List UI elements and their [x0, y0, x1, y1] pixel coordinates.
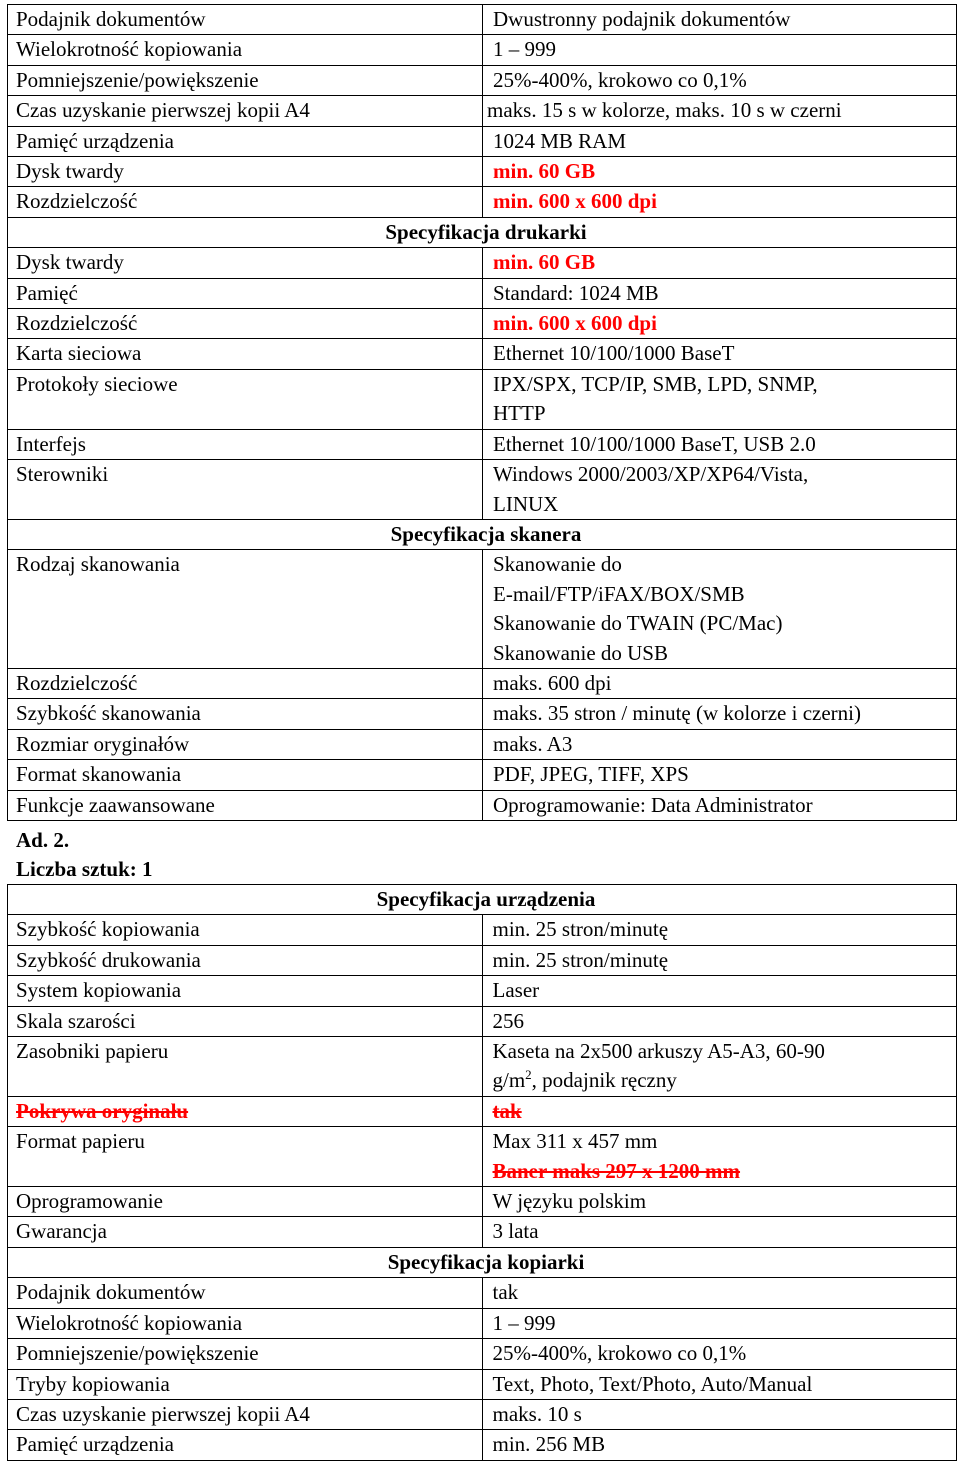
value-line	[493, 1066, 957, 1095]
value-line: Windows 2000/2003/XP/XP64/Vista,	[493, 462, 809, 487]
row-value: min. 600 x 600 dpi	[483, 187, 957, 217]
row-value: PDF, JPEG, TIFF, XPS	[483, 760, 957, 790]
row-label: Karta sieciowa	[8, 339, 483, 369]
row-value	[482, 1127, 957, 1187]
row-value: min. 600 x 600 dpi	[483, 309, 957, 339]
value-line: LINUX	[493, 491, 559, 516]
row-label: Interfejs	[8, 429, 483, 459]
row-value: 1 – 999	[482, 1308, 957, 1338]
row-label: Format skanowania	[8, 760, 483, 790]
row-value: Ethernet 10/100/1000 BaseT, USB 2.0	[483, 429, 957, 459]
table-row	[8, 790, 957, 820]
row-label: Czas uzyskanie pierwszej kopii A4	[8, 96, 483, 126]
table-row	[8, 126, 957, 156]
row-label: Pokrywa oryginału	[8, 1096, 483, 1126]
row-label: Zasobniki papieru	[8, 1037, 483, 1097]
row-label: Pamięć	[8, 278, 483, 308]
row-value: tak	[482, 1096, 957, 1126]
table-row	[8, 1399, 957, 1429]
row-label: Podajnik dokumentów	[8, 5, 483, 35]
value-line: E-mail/FTP/iFAX/BOX/SMB	[493, 581, 745, 606]
row-value: min. 60 GB	[483, 248, 957, 278]
row-value	[483, 550, 957, 669]
table-row	[8, 1278, 957, 1308]
table-row	[8, 369, 957, 429]
table-row	[8, 309, 957, 339]
row-label: Rozdzielczość	[8, 187, 483, 217]
table-row	[8, 1127, 957, 1187]
table-row	[8, 1217, 957, 1247]
table-row	[8, 429, 957, 459]
row-value: min. 60 GB	[483, 157, 957, 187]
row-label: Skala szarości	[8, 1006, 483, 1036]
table-row	[8, 945, 957, 975]
value-line: Kaseta na 2x500 arkuszy A5-A3, 60-90	[492, 1039, 825, 1064]
table-row	[8, 96, 957, 126]
table-row	[8, 668, 957, 698]
table-row	[8, 729, 957, 759]
spec-table-2	[7, 884, 957, 1461]
row-value: 25%-400%, krokowo co 0,1%	[483, 65, 957, 95]
table-row	[8, 278, 957, 308]
row-label: System kopiowania	[8, 976, 483, 1006]
printer-section-title: Specyfikacja drukarki	[8, 217, 957, 247]
table-row	[8, 1037, 957, 1097]
table-row	[8, 1369, 957, 1399]
row-value	[483, 460, 957, 520]
section-header	[8, 1247, 957, 1277]
row-label: Dysk twardy	[8, 248, 483, 278]
copier-section-title: Specyfikacja kopiarki	[8, 1247, 957, 1277]
row-label: Czas uzyskanie pierwszej kopii A4	[8, 1399, 483, 1429]
row-value: min. 256 MB	[482, 1430, 957, 1460]
value-line: Skanowanie do TWAIN (PC/Mac)	[493, 611, 783, 636]
row-value: maks. 15 s w kolorze, maks. 10 s w czerni	[483, 96, 957, 126]
row-value: Ethernet 10/100/1000 BaseT	[483, 339, 957, 369]
section-header	[8, 885, 957, 915]
row-label: Rodzaj skanowania	[8, 550, 483, 669]
row-label: Pamięć urządzenia	[8, 126, 483, 156]
row-value: maks. 35 stron / minutę (w kolorze i czerni)	[483, 699, 957, 729]
table-row	[8, 157, 957, 187]
row-label: Oprogramowanie	[8, 1187, 483, 1217]
table-row	[8, 760, 957, 790]
table-row	[8, 1187, 957, 1217]
row-label: Szybkość kopiowania	[8, 915, 483, 945]
row-label: Podajnik dokumentów	[8, 1278, 483, 1308]
row-label: Sterowniki	[8, 460, 483, 520]
table-row	[8, 187, 957, 217]
table-row	[8, 460, 957, 520]
row-label: Pomniejszenie/powiększenie	[8, 1339, 483, 1369]
row-value: maks. 10 s	[482, 1399, 957, 1429]
row-label: Rozdzielczość	[8, 309, 483, 339]
section-header	[8, 217, 957, 247]
row-label: Protokoły sieciowe	[8, 369, 483, 429]
row-value: tak	[482, 1278, 957, 1308]
row-value: maks. 600 dpi	[483, 668, 957, 698]
table-row	[8, 35, 957, 65]
table-row	[8, 1339, 957, 1369]
row-value: W języku polskim	[482, 1187, 957, 1217]
row-label: Rozmiar oryginałów	[8, 729, 483, 759]
row-value: maks. A3	[483, 729, 957, 759]
table-row	[8, 339, 957, 369]
row-label: Szybkość drukowania	[8, 945, 483, 975]
row-label: Pomniejszenie/powiększenie	[8, 65, 483, 95]
row-value: Dwustronny podajnik dokumentów	[483, 5, 957, 35]
value-line: IPX/SPX, TCP/IP, SMB, LPD, SNMP,	[493, 371, 818, 396]
unit-superscript: 2	[525, 1067, 532, 1083]
value-line: Skanowanie do USB	[493, 640, 668, 665]
row-label: Wielokrotność kopiowania	[8, 1308, 483, 1338]
table-row	[8, 5, 957, 35]
table-row	[8, 1308, 957, 1338]
quantity-heading: Liczba sztuk: 1	[16, 857, 153, 881]
table-row	[8, 1096, 957, 1126]
table-row	[8, 65, 957, 95]
scanner-section-title: Specyfikacja skanera	[8, 519, 957, 549]
row-value: Laser	[482, 976, 957, 1006]
row-value: Text, Photo, Text/Photo, Auto/Manual	[482, 1369, 957, 1399]
row-label: Dysk twardy	[8, 157, 483, 187]
table-row	[8, 699, 957, 729]
ad-heading: Ad. 2.	[16, 828, 70, 852]
table-row	[8, 915, 957, 945]
row-value	[483, 369, 957, 429]
device-section-title: Specyfikacja urządzenia	[8, 885, 957, 915]
row-value: Oprogramowanie: Data Administrator	[483, 790, 957, 820]
row-label: Pamięć urządzenia	[8, 1430, 483, 1460]
table-row	[8, 1430, 957, 1460]
row-value: min. 25 stron/minutę	[482, 945, 957, 975]
table-row	[8, 550, 957, 669]
row-value: 256	[482, 1006, 957, 1036]
table-row	[8, 248, 957, 278]
table-row	[8, 1006, 957, 1036]
row-label: Rozdzielczość	[8, 668, 483, 698]
value-text: , podajnik ręczny	[531, 1068, 677, 1093]
value-line: HTTP	[493, 401, 546, 426]
row-value: Standard: 1024 MB	[483, 278, 957, 308]
row-value: 3 lata	[482, 1217, 957, 1247]
row-label: Tryby kopiowania	[8, 1369, 483, 1399]
value-line: Skanowanie do	[493, 552, 622, 577]
row-value	[482, 1037, 957, 1097]
section-header	[8, 519, 957, 549]
spec-table-1	[7, 4, 957, 821]
row-value: 1 – 999	[483, 35, 957, 65]
value-line: Baner maks 297 x 1200 mm	[492, 1158, 741, 1183]
row-label: Gwarancja	[8, 1217, 483, 1247]
row-value: min. 25 stron/minutę	[482, 915, 957, 945]
unit-text: g/m	[492, 1068, 526, 1093]
table-row	[8, 976, 957, 1006]
row-label: Funkcje zaawansowane	[8, 790, 483, 820]
row-label: Format papieru	[8, 1127, 483, 1187]
value-line: Max 311 x 457 mm	[492, 1129, 658, 1154]
row-label: Wielokrotność kopiowania	[8, 35, 483, 65]
row-value: 25%-400%, krokowo co 0,1%	[482, 1339, 957, 1369]
row-label: Szybkość skanowania	[8, 699, 483, 729]
row-value: 1024 MB RAM	[483, 126, 957, 156]
